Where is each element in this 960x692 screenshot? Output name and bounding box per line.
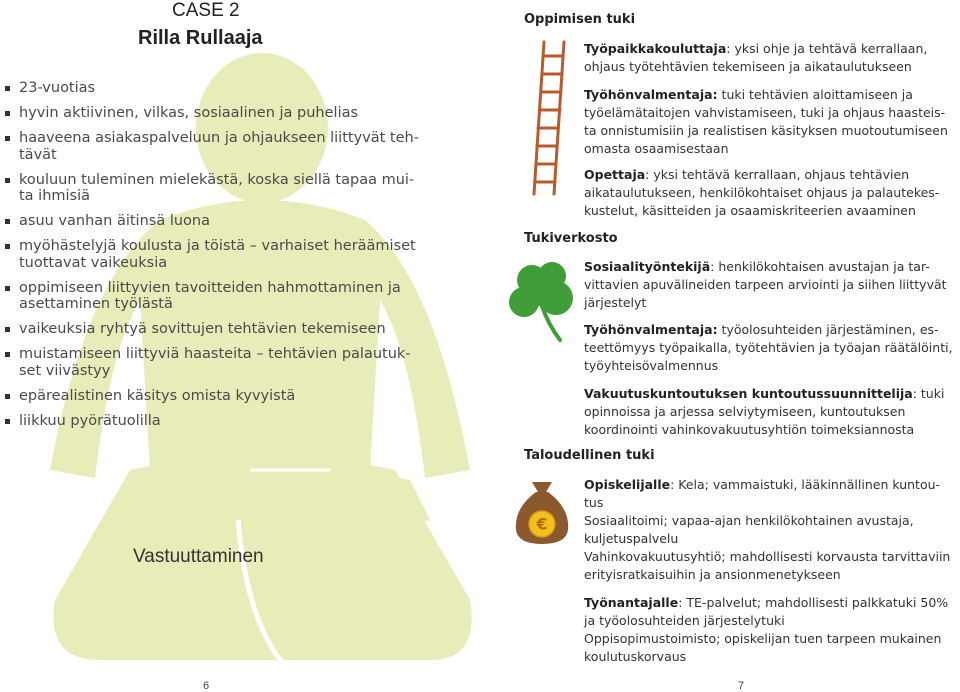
oppimisen-tuki-entry-2: Työhönvalmentaja: tuki tehtävien aloittamiseen ja työelämätaitojen vahvistamiseen, tuki ja ohjaus haasteis-ta onnistumisiin ja realistisen käsityksen muotoutumiseen omasta osaamisestaan <box>584 87 948 156</box>
tukiverkosto-entry-2: Työhönvalmentaja: työolosuhteiden järjestäminen, es-teettömyys työpaikalla, työtehtävien ja työajan räätälöinti, työyhteisövalmennus <box>584 322 953 373</box>
bullet-square-icon <box>5 286 10 291</box>
bullet-square-icon <box>5 136 10 141</box>
list-item: asuu vanhan äitinsä luona <box>4 213 424 230</box>
page-number-right: 7 <box>738 680 745 692</box>
person-name: Rilla Rullaaja <box>138 27 263 49</box>
list-item: liikkuu pyörätuolilla <box>4 413 424 430</box>
section-heading-oppimisen-tuki: Oppimisen tuki <box>524 12 636 27</box>
list-item: muistamiseen liittyviä haasteita – tehtävien palautuk-set viivästyy <box>4 346 424 379</box>
taloudellinen-tuki-opiskelijalle: Opiskelijalle: Kela; vammaistuki, lääkinnällinen kuntou-tus Sosiaalitoimi; vapaa-ajan henkilökohtainen avustaja, kuljetuspalvelu Vahinkovakuutusyhtiö; mahdollisesti korvausta tarvittaviin erityisratkaisuihin ja ansionmenetykseen <box>584 477 951 582</box>
euro-money-bag-icon <box>512 478 572 546</box>
figure-caption: Vastuuttaminen <box>133 546 264 567</box>
trait-list <box>4 80 424 438</box>
bullet-square-icon <box>5 327 10 332</box>
clover-icon <box>508 262 580 344</box>
ladder-icon <box>530 38 570 198</box>
section-heading-tukiverkosto: Tukiverkosto <box>524 231 618 246</box>
bullet-square-icon <box>5 219 10 224</box>
svg-text:€: € <box>536 514 548 534</box>
bullet-square-icon <box>5 352 10 357</box>
case-label: CASE 2 <box>172 0 240 21</box>
page-number-left: 6 <box>203 680 210 692</box>
bullet-square-icon <box>5 111 10 116</box>
list-item: myöhästelyjä koulusta ja töistä – varhaiset heräämiset tuottavat vaikeuksia <box>4 238 424 271</box>
taloudellinen-tuki-tyonantajalle: Työnantajalle: TE-palvelut; mahdollisesti palkkatuki 50% ja työolosuhteiden järjestelytuki Oppisopimustoimisto; opiskelijan tuen tarpeen mukainen koulutuskorvaus <box>584 595 949 664</box>
bullet-square-icon <box>5 178 10 183</box>
bullet-square-icon <box>5 394 10 399</box>
bullet-square-icon <box>5 244 10 249</box>
tukiverkosto-entry-3: Vakuutuskuntoutuksen kuntoutussuunnittelija: tuki opinnoissa ja arjessa selviytymiseen, kuntoutuksen koordinointi vahinkovakuutusyhtiön toimeksiannosta <box>584 386 945 437</box>
bullet-square-icon <box>5 86 10 91</box>
list-item: 23-vuotias <box>4 80 424 97</box>
oppimisen-tuki-entry-1: Työpaikkakouluttaja: yksi ohje ja tehtävä kerrallaan, ohjaus työtehtävien tekemiseen ja aikataulutukseen <box>584 41 928 74</box>
tukiverkosto-entry-1: Sosiaalityöntekijä: henkilökohtaisen avustajan ja tar-vittavien apuvälineiden tarpeen arviointi ja siihen liittyvät järjestelyt <box>584 259 947 310</box>
list-item: kouluun tuleminen mielekästä, koska siellä tapaa mui-ta ihmisiä <box>4 172 424 205</box>
list-item: vaikeuksia ryhtyä sovittujen tehtävien tekemiseen <box>4 321 424 338</box>
list-item: hyvin aktiivinen, vilkas, sosiaalinen ja puhelias <box>4 105 424 122</box>
section-heading-taloudellinen-tuki: Taloudellinen tuki <box>524 448 655 463</box>
list-item: epärealistinen käsitys omista kyvyistä <box>4 388 424 405</box>
bullet-square-icon <box>5 419 10 424</box>
oppimisen-tuki-entry-3: Opettaja: yksi tehtävä kerrallaan, ohjaus tehtävien aikataulutukseen, henkilökohtaiset ohjaus ja palautekes-kustelut, käsitteiden ja osaamiskriteerien avaaminen <box>584 167 940 218</box>
list-item: oppimiseen liittyvien tavoitteiden hahmottaminen ja asettaminen työlästä <box>4 280 424 313</box>
list-item: haaveena asiakaspalveluun ja ohjaukseen liittyvät teh-tävät <box>4 130 429 163</box>
